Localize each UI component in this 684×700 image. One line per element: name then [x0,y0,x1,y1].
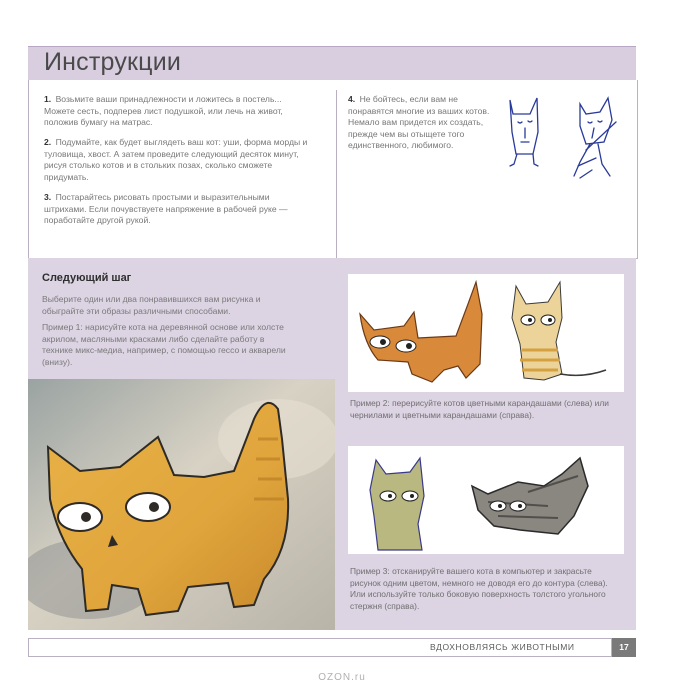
next-step-title: Следующий шаг [42,272,132,284]
painted-cat-illustration [28,379,335,630]
pencil-cats-illustration [348,274,624,392]
instruction-step-4 [348,94,496,152]
step-number: 3. [44,192,52,202]
example-1-painting [28,379,335,630]
step-text: Подумайте, как будет выглядеть ваш кот: уши, форма морды и туловища, хвост. А затем проведите следующий десяток минут, рисуя столько котов и в стольких позах, сколько сможете придумать. [44,137,308,182]
page-title: Инструкции [44,48,182,76]
page-number: 17 [619,642,629,652]
instruction-step-2 [44,137,314,183]
step-number: 1. [44,94,52,104]
step-text: Возьмите ваши принадлежности и ложитесь в постель... Можете сесть, подперев лист подушкой, или лечь на живот, положив бумагу на матрас. [44,94,283,128]
example-2-panel [348,274,624,392]
instruction-step-1 [44,94,314,129]
watermark: OZON.ru [318,672,366,683]
step-number: 2. [44,137,52,147]
doodle-cats-illustration [500,92,630,192]
example-1-text: Пример 1: нарисуйте кота на деревянной основе или холсте акрилом, масляными красками либо сделайте работу в технике микс-медиа, например, с помощью гессо и акварели (внизу). [42,322,286,367]
next-step-intro: Выберите один или два понравившихся вам рисунка и обыграйте эти образы различными способами. [42,294,261,316]
step-number: 4. [348,94,356,104]
example-2-caption: Пример 2: перерисуйте котов цветными карандашами (слева) или чернилами и цветными карандашами (справа). [350,398,609,420]
footer-section-title: ВДОХНОВЛЯЯСЬ ЖИВОТНЫМИ [430,642,575,652]
step-text: Не бойтесь, если вам не понравятся многие из ваших котов. Немало вам придется их создать, прежде чем вы отыщете того единственного, любимого. [348,94,490,151]
instruction-step-3 [44,192,314,227]
example-3-panel [348,446,624,554]
column-divider [336,90,337,258]
scanned-cats-illustration [348,446,624,554]
step-text: Постарайтесь рисовать простыми и выразительными штрихами. Если почувствуете напряжение в рабочей руке — поработайте другой рукой. [44,192,288,226]
example-3-caption: Пример 3: отсканируйте вашего кота в компьютер и закрасьте рисунок одним цветом, немного не доводя его до контура (слева). Или используйте только боковую поверхность толстого угольного стержня (справа). [350,566,608,611]
